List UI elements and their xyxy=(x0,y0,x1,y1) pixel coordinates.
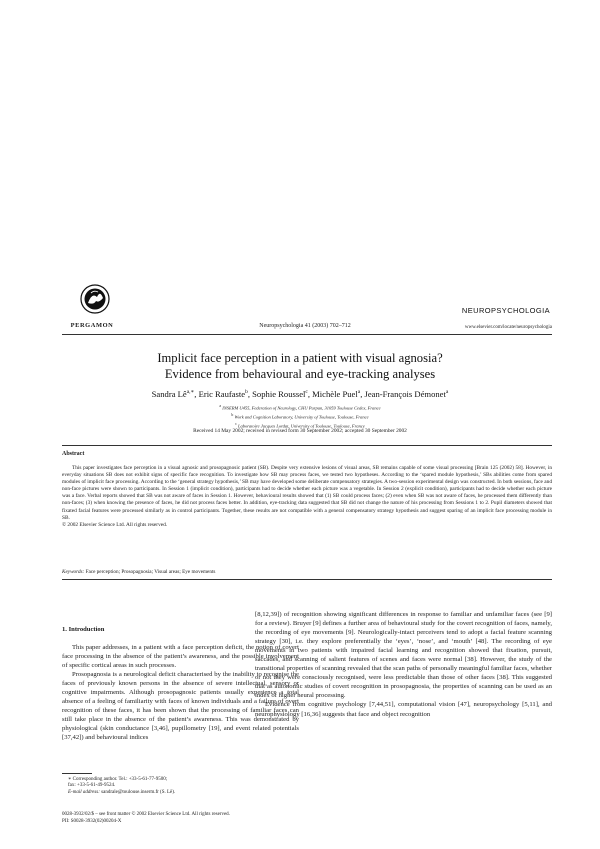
publisher-name: PERGAMON xyxy=(70,322,114,329)
article-title-line-1: Implicit face perception in a patient with visual agnosia? xyxy=(157,351,443,365)
author-affiliation-mark: a xyxy=(445,389,449,396)
body-paragraph: This paper addresses, in a patient with a face perception deficit, the notion of covert face processing in the absence of the patient’s awareness, and the possible involvement of specific cortical areas in such processes. xyxy=(62,644,299,670)
right-column xyxy=(255,610,552,719)
section-heading: 1. Introduction xyxy=(62,626,105,633)
keywords-label: Keywords: xyxy=(62,569,85,575)
keywords-list: Face perception; Prosopagnosia; Visual areas; Eye movements xyxy=(85,569,216,575)
journal-name: NEUROPSYCHOLOGIA xyxy=(461,306,550,315)
author-affiliation-mark: a xyxy=(357,389,361,396)
abstract-top-divider xyxy=(62,445,552,446)
keywords-line xyxy=(62,569,552,575)
page-footer xyxy=(62,812,552,826)
email-label: E-mail address: xyxy=(68,789,100,795)
author-name: Eric Raufaste xyxy=(198,389,246,399)
abstract-copyright: © 2002 Elsevier Science Ltd. All rights reserved. xyxy=(62,521,168,528)
body-paragraph: Evidence from cognitive psychology [7,44,51], computational vision [47], neuropsychology [5,11], and neurophysiology [16,36] suggests that face and object recognition xyxy=(255,701,552,718)
abstract-heading: Abstract xyxy=(62,451,85,457)
journal-reference: Neuropsychologia 41 (2003) 702–712 xyxy=(259,323,351,329)
received-dates: Received 14 May 2002; received in revised form 30 September 2002; accepted 30 September 2002 xyxy=(193,428,407,434)
publisher-logo-icon xyxy=(64,283,126,345)
affiliation-mark: a xyxy=(219,404,222,408)
footer-copyright: 0028-3932/02/$ – see front matter © 2002 Elsevier Science Ltd. All rights reserved. xyxy=(62,812,230,817)
journal-url-link[interactable]: www.elsevier.com/locate/neuropsychologia xyxy=(464,325,552,330)
header-divider xyxy=(62,334,552,335)
author-name: Sandra Lê xyxy=(151,389,187,399)
abstract-bottom-divider xyxy=(62,579,552,580)
author-affiliation-mark: c xyxy=(305,389,308,396)
footer-pii: PII: S0028-3932(02)00204-X xyxy=(62,818,122,824)
body-paragraph: Prosopagnosia is a neurological deficit characterised by the inability to recognise the faces of previously known persons in the absence of severe intellectual, sensory or cognitive impairments. Although prosopagnosic patients usually experience a total absence of a feeling of familiarity with faces of known individuals and a failure of overt recognition of these faces, it has been shown that the processing of familiar faces can still take place in the absence of the patient’s awareness. This was demonstrated by physiological (skin conductance [3,46], pupillometry [19], and event related potentials [37,42]) and behavioural indices xyxy=(62,671,299,742)
article-title-line-2: Evidence from behavioural and eye-tracking analyses xyxy=(164,367,436,381)
author-name: Jean-François Démonet xyxy=(364,389,446,399)
footnotes xyxy=(62,777,299,796)
body-paragraph: [8,12,39]) of recognition showing significant differences in response to familiar and unfamiliar faces (see [9] for a review). Bruyer [9] defines a further area of behavioural study for the covert recognition of faces, namely, the recording of eye movements [9]. Neurologically-intact perceivers tend to adopt a facial feature scanning strategy [30], i.e. they explore preferentially the ‘eyes’, ‘nose’, and ‘mouth’ [48]. The recording of eye movements in two patients with impaired facial learning and recognition showed that fixation, pursuit, saccades, and scanning of salient features of scenes and faces were normal [38]. However, the study of the transitional properties of scanning revealed that the scan paths of personally meaningful familiar faces, whether or not they were consciously recognised, were less predictable than those of other faces [38]. This suggested that as autonomic studies of covert recognition in prosopagnosia, the properties of scanning can be used as an index of higher neural processing. xyxy=(255,611,552,700)
affiliation-mark: b xyxy=(231,413,234,417)
affiliation-list xyxy=(140,403,460,430)
affiliation-item xyxy=(140,412,460,421)
author-name: Michèle Puel xyxy=(312,389,358,399)
footnote-corresponding: ∗ Corresponding author. Tel.: +33-5-61-77-9500; xyxy=(68,777,168,782)
email-address-link[interactable]: sandrale@toulouse.inserm.fr (S. Lê). xyxy=(101,789,176,795)
footnote-email xyxy=(62,790,299,796)
footnote-fax: fax: +33-5-61-49-9524. xyxy=(68,783,116,789)
article-title xyxy=(80,350,520,382)
affiliation-mark: c xyxy=(235,422,237,426)
affiliation-text: INSERM U455, Federation of Neurology, CHU Purpan, 31059 Toulouse Cedex, France xyxy=(222,405,381,411)
author-list: Sandra $Lê^{a,∗}$, Eric Raufaste$^b$, Sophie Roussel$^c$, Michèle Puel$^a$, Jean-François Démonet$^a$ xyxy=(151,389,449,399)
footnote-divider xyxy=(62,773,92,774)
author-affiliation-mark: a,∗ xyxy=(186,389,195,396)
affiliation-text: Laboratoire Jacques Lordat, University of Toulouse, Toulouse, France xyxy=(237,423,365,429)
affiliation-item xyxy=(140,403,460,412)
abstract-paragraph: This paper investigates face perception in a visual agnosic and prosopagnosic patient (SB). Despite very extensive lesions of visual areas, SB remains capable of some visual processing [Brain 125 (2002) 58]. However, in everyday situations SB does not exhibit signs of specific face recognition. To investigate how SB may process faces, we tested two hypotheses. According to the ‘spared module hypothesis,’ SBs abilities come from spared modules of implicit face processing. According to the ‘general strategy hypothesis,’ SB may have developed some deliberate compensatory strategies. A two-session experimental design was constructed. In both sessions, face and non-face pictures were shown to participants. In Session 1 (implicit condition), participants had to decide whether each picture was a vegetable. In Session 2 (explicit condition), participants had to decide whether each picture was a face. Verbal reports showed that SB was not aware of faces in Session 1. However, behavioural results showed that (1) SB could process faces; (2) even when SB was not aware of faces, he processed them differently than non-faces; (3) when knowing the presence of faces, he did not process faces better. In addition, eye-tracking data suggested that SB did not change the nature of his processing from Sessions 1 to 2. Pupil diameters showed that fixated facial features were processed similarly as in control participants. Together, these results are not compatible with a general compensatory strategy hypothesis and suggest sparing of an implicit face processing module in SB. xyxy=(62,465,552,521)
author-name: Sophie Roussel xyxy=(252,389,306,399)
abstract-text xyxy=(62,465,552,529)
affiliation-text: Work and Cognition Laboratory, University of Toulouse, Toulouse, France xyxy=(234,414,369,420)
author-affiliation-mark: b xyxy=(245,389,248,396)
